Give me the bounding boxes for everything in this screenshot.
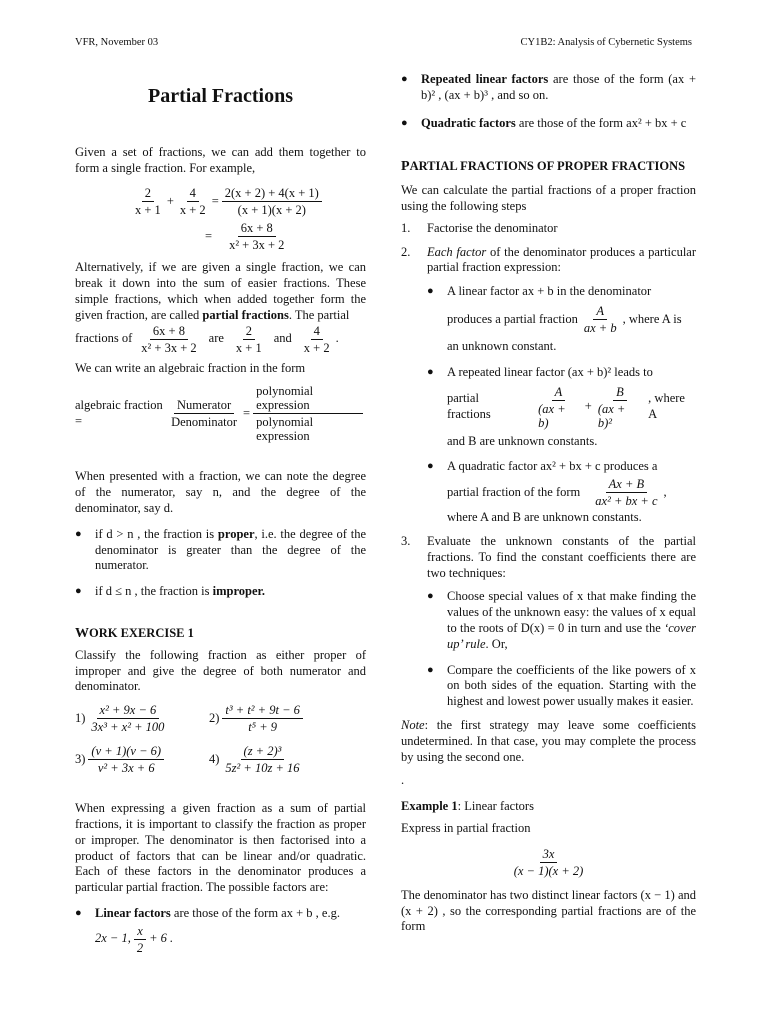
- list-item: ● A repeated linear factor (ax + b)² leads to partial fractions $\frac{A}{(ax + b)}$ + $\frac{B}{\text{(ax + b)²}}$ , where A and B are unknown constants.: [427, 364, 685, 448]
- fraction: $\frac{2(x + 2) + 4(x + 1)}{(x + 1)(x + 2)}$: [222, 186, 322, 217]
- list-item: ● Compare the coefficients of the like powers of x on both sides of the equation. Starting with the highest and lowest power usually makes it easier.: [427, 662, 696, 709]
- list-item: ● Repeated linear factors are those of the form (ax + b)² , (ax + b)³ , and so on.: [401, 72, 697, 102]
- exercise-grid: [75, 703, 366, 775]
- example-fraction: $\frac{3x}{(x - 1)(x + 2)}$: [513, 846, 584, 878]
- list-item: 3. Evaluate the unknown constants of the partial fractions. To find the constant coefficients there are two techniques:: [401, 533, 696, 580]
- header-right: CY1B2: Analysis of Cybernetic Systems: [520, 37, 692, 48]
- list-item: 2. Each factor of the denominator produces a particular partial fraction expression:: [401, 244, 696, 275]
- example-heading: Example 1: Linear factors: [401, 799, 534, 814]
- algebraic-form-paragraph: We can write an algebraic fraction in the form: [75, 360, 306, 375]
- steps-intro: We can calculate the partial fractions of a proper fraction using the following steps: [401, 183, 696, 213]
- degree-paragraph: When presented with a fraction, we can note the degree of the numerator, say n, and the degree of the denominator, say d.: [75, 469, 366, 515]
- list-item: ● A linear factor ax + b in the denominator produces a partial fraction $\frac{A}{ax + b}$ , where A is an unknown constant.: [427, 284, 682, 353]
- page-title: Partial Fractions: [148, 85, 293, 107]
- example-instruction: Express in partial fraction: [401, 820, 531, 835]
- fraction: $\frac{4}{x + 2}$: [179, 186, 206, 218]
- express-paragraph: When expressing a given fraction as a sum of partial fractions, it is important to classify the fraction as proper or improper. The denominator is then factorised into a product of factors that can be linear and/or quadratic. Each of these factors in the denominator produces a particular partial fraction. The possible factors are:: [75, 801, 366, 895]
- exercise-item: 3) $\frac{(v + 1)(v - 6)}{\text{v² + 3x + 6}}$: [75, 744, 215, 775]
- fraction: $\frac{6x + 8}{\text{x² + 3x + 2}}$: [229, 221, 285, 253]
- list-item: 1. Factorise the denominator: [401, 220, 558, 235]
- left-column: [75, 72, 366, 955]
- exercise-item: 4) $\frac{\text{(z + 2)³}}{\text{5z² + 10z + 16}}$: [209, 744, 300, 776]
- partial-fractions-example: fractions of $\frac{6x + 8}{\text{x² + 3x + 2}}$ are $\frac{2}{x + 1}$ and $\frac{4}{x + 2}$ .: [75, 323, 339, 355]
- list-item: ● Linear factors are those of the form ax + b , e.g. 2x − 1, $\frac{x}{2}$ + 6 .: [75, 905, 340, 955]
- right-column: [401, 72, 696, 935]
- addition-equation: $\frac{2}{x + 1}$ + $\frac{4}{x + 2}$ = $\frac{2(x + 2) + 4(x + 1)}{(x + 1)(x + 2)}$ = $\frac{6x + 8}{\text{x² + 3x + 2}}$: [129, 186, 366, 252]
- list-item: ● if d ≤ n , the fraction is improper.: [75, 584, 266, 599]
- list-item: ● Choose special values of x that make finding the values of the unknown easy: the values of x equal to the roots of D(x) = 0 in turn and use the ‘cover up’ rule. Or,: [427, 589, 696, 651]
- exercise-item: 2) $\frac{\text{t³ + t² + 9t − 6}}{\text{t⁵ + 9}}$: [209, 703, 365, 734]
- exercise-paragraph: Classify the following fraction as either proper of improper and give the degree of both numerator and denominator.: [75, 647, 366, 694]
- fraction: $\frac{2}{x + 1}$: [135, 186, 161, 218]
- note-paragraph: Note: the first strategy may leave some coefficients undetermined. In that case, you may complete the process by using the second one.: [401, 717, 696, 764]
- separator-dot: .: [401, 773, 405, 788]
- algebraic-fraction-formula: algebraic fraction = $\frac{\text{Numerator}}{\text{Denominator}}$ = $\frac{\text{polynomial expression}}{\text{polynomial expression}}$: [75, 384, 366, 443]
- section-heading: WORK EXERCISE 1: [75, 625, 194, 641]
- denominator-paragraph: The denominator has two distinct linear factors (x − 1) and (x + 2) , so the corresponding partial fractions are of the form: [401, 887, 696, 934]
- intro-paragraph: Given a set of fractions, we can add them together to form a single fraction. For example,: [75, 144, 366, 175]
- alternative-paragraph: Alternatively, if we are given a single fraction, we can break it down into the sum of easier fractions. These simple fractions, which when added together form the given fraction, are called partial fractions. The partial: [75, 260, 366, 322]
- list-item: ● Quadratic factors are those of the form ax² + bx + c: [401, 115, 687, 130]
- exercise-item: 1) $\frac{\text{x² + 9x − 6}}{\text{3x³ + x² + 100}}$: [75, 703, 165, 735]
- list-item: ● A quadratic factor ax² + bx + c produces a partial fraction of the form $\frac{Ax + B}{\text{ax² + bx + c}}$ , where A and B are unknown constants.: [427, 459, 667, 525]
- list-item: ● if d > n , the fraction is proper, i.e. the degree of the denominator is greater than the degree of the numerator.: [75, 526, 366, 573]
- header-left: VFR, November 03: [75, 37, 159, 48]
- section-heading: PARTIAL FRACTIONS OF PROPER FRACTIONS: [401, 159, 686, 175]
